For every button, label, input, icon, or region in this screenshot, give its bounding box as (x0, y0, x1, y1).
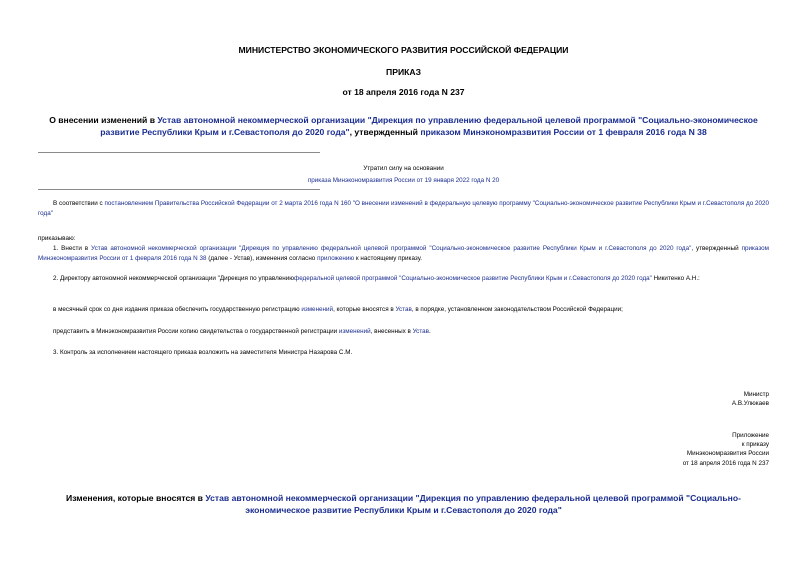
item2a-text-1: в месячный срок со дня издания приказа обеспечить государственную регистрацию (53, 306, 302, 313)
item2-text-1: 2. Директору автономной некоммерческой организации "Дирекция по управлению (53, 275, 295, 282)
paragraph-item-2a (38, 305, 769, 315)
item1-text-4: к настоящему приказу. (354, 254, 422, 262)
preamble-text-1: В соответствии с (53, 200, 105, 207)
title-link-charter[interactable]: Устав автономной некоммерческой организации "Дирекция по управлению федеральной целевой программой "Социально-экономическое развитие Республики Крым и г.Севастополя до 2020 года" (100, 115, 758, 137)
paragraph-item-2b (38, 327, 769, 337)
divider-bottom (38, 189, 320, 190)
item2b-link-charter[interactable]: Устав (412, 328, 429, 335)
preamble-link-resolution-160[interactable]: постановлением Правительства Российской Федерации от 2 марта 2016 года N 160 "О внесении изменений в федеральную целевую программу "Социально-экономическое развитие Республики Крым и г.Севастополя до 2020 года" (38, 200, 769, 217)
item2-link-program[interactable]: федеральной целевой программой "Социально-экономическое развитие Республики Крым и г.Севастополя до 2020 года" (294, 275, 652, 282)
changes-title-link-charter[interactable]: Устав автономной некоммерческой организации "Дирекция по управлению федеральной целевой программой "Социально-экономическое развитие Республики Крым и г.Севастополя до 2020 года" (205, 493, 741, 515)
paragraph-preamble (38, 199, 769, 218)
title-text-1: О внесении изменений в (49, 115, 158, 125)
item1-link-charter[interactable]: Устав автономной некоммерческой организации "Дирекция по управлению федеральной целевой программой "Социально-экономическое развитие Республики Крым и г.Севастополя до 2020 года" (91, 245, 692, 252)
item2-text-2: Никитенко А.Н.: (651, 275, 700, 282)
item1-text-1: 1. Внести в (53, 245, 92, 252)
status-line-1: Утратил силу на основании (363, 165, 444, 172)
title-link-order-38[interactable]: приказом Минэкономразвития России от 1 февраля 2016 года N 38 (420, 127, 707, 137)
item2a-link-changes[interactable]: изменений (301, 306, 334, 313)
item2a-text-3: , в порядке, установленном законодательством Российской Федерации; (411, 306, 623, 313)
item2b-text-2: , внесенных в (370, 328, 413, 335)
item1-link-order-38[interactable]: приказом Минэкономразвития России от 1 февраля 2016 года N 38 (38, 245, 769, 262)
doc-date-number: от 18 апреля 2016 года N 237 (342, 87, 465, 97)
item2a-text-2: , которые вносятся в (333, 306, 396, 313)
paragraph-item-1 (38, 244, 769, 263)
item2a-link-charter[interactable]: Устав (395, 306, 412, 313)
item2b-text-1: представить в Минэкономразвития России копию свидетельства о государственной регистрации (53, 328, 339, 335)
changes-title-text: Изменения, которые вносятся в (66, 493, 206, 503)
appendix-line-3: Минэкономразвития России (686, 450, 769, 458)
appendix-line-4: от 18 апреля 2016 года N 237 (682, 459, 769, 467)
item2b-text-3: . (428, 328, 431, 335)
item2b-link-changes[interactable]: изменений (338, 328, 371, 335)
changes-title (60, 492, 747, 516)
signature-position: Министр (743, 391, 769, 398)
signature-name: А.В.Улюкаев (731, 400, 769, 408)
title-text-2: , утвержденный (349, 127, 421, 137)
item1-link-appendix[interactable]: приложению (317, 254, 355, 262)
signature-block (732, 390, 769, 408)
item1-text-2: , утвержденный (691, 245, 742, 252)
appendix-line-2: к приказу (741, 441, 769, 449)
paragraph-order: приказываю: (38, 235, 76, 242)
paragraph-item-3: 3. Контроль за исполнением настоящего приказа возложить на заместителя Министра Назарова С.М. (53, 349, 353, 356)
appendix-line-1: Приложение (732, 432, 769, 439)
status-line-2 (38, 176, 769, 186)
paragraph-item-2 (38, 274, 769, 284)
item1-text-3: (далее - Устав), изменения согласно (206, 254, 318, 262)
divider-top (38, 152, 320, 153)
appendix-block (683, 431, 769, 468)
document-title (30, 114, 777, 138)
ministry-name: МИНИСТЕРСТВО ЭКОНОМИЧЕСКОГО РАЗВИТИЯ РОССИЙСКОЙ ФЕДЕРАЦИИ (238, 45, 569, 55)
status-link-order-20[interactable]: приказа Минэкономразвития России от 19 января 2022 года N 20 (307, 177, 500, 184)
doc-type: ПРИКАЗ (386, 67, 421, 77)
